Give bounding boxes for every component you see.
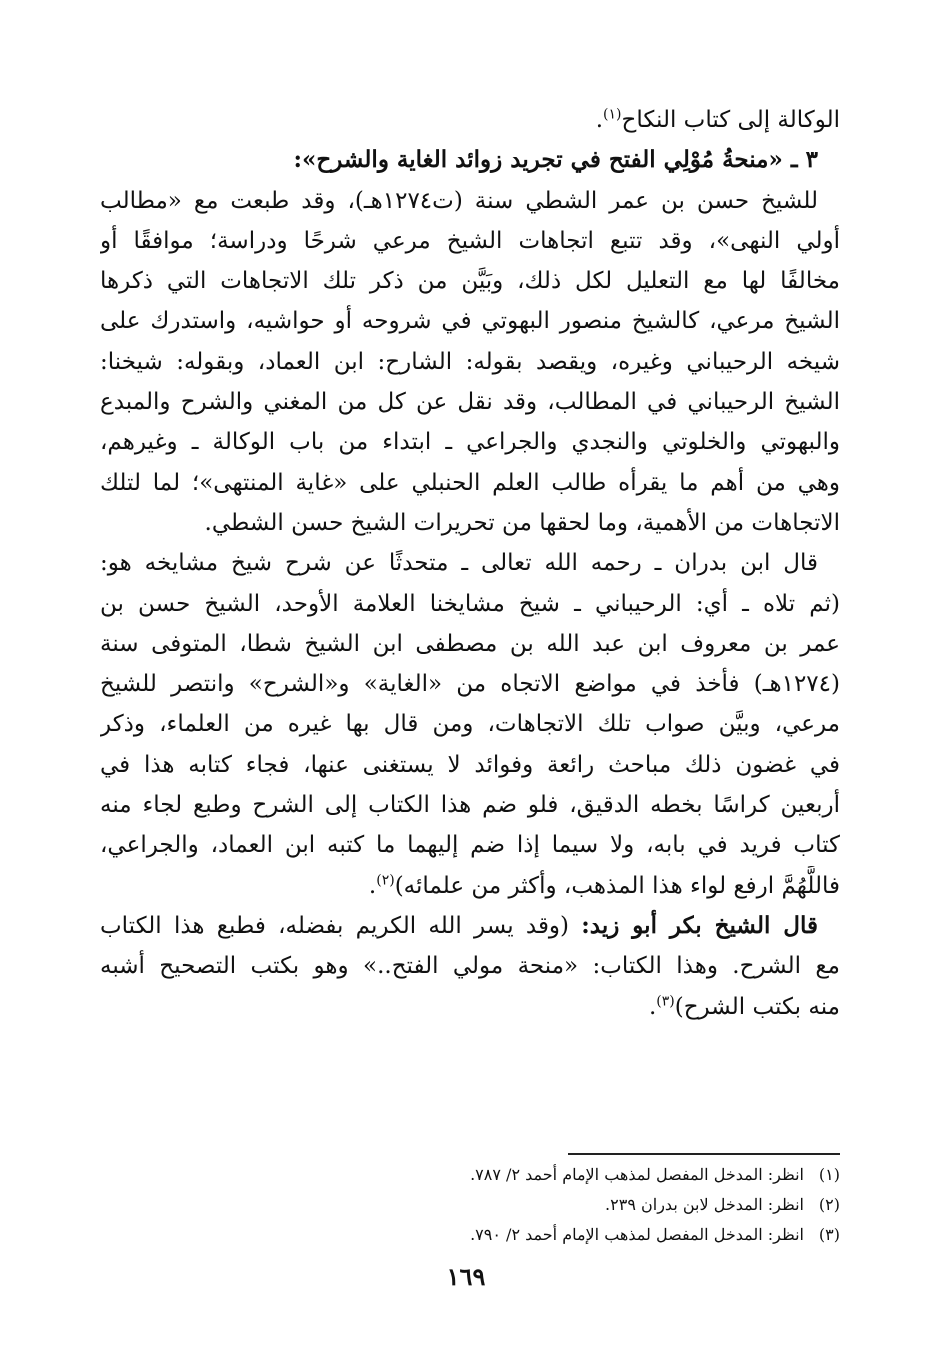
text-line: أولي النهى»، وقد تتبع اتجاهات الشيخ مرعي شرحًا ودراسة؛ موافقًا أو [100,227,840,254]
main-text [100,100,840,1027]
text-line: منه بكتب الشرح)$^{(٣)}$. [648,992,840,1020]
speaker-label: قال الشيخ بكر أبو زيد: [581,911,818,939]
footnote-ref: (٣) [656,992,675,1009]
footnote-divider [568,1153,840,1155]
footnote [300,1160,840,1190]
text-line: مخالفًا لها مع التعليل لكل ذلك، وبَيَّن من ذكر تلك الاتجاهات التي ذكرها [100,268,840,295]
text-line: وهي من أهم ما يقرأه طالب العلم الحنبلي على «غاية المنتهى»؛ لما لتلك [100,469,840,496]
text-line: للشيخ حسن بن عمر الشطي سنة (ت١٢٧٤هـ)، وقد طبعت مع «مطالب [100,187,819,214]
text-line: مرعي، وبيَّن صواب تلك الاتجاهات، ومن قال بها غيره من العلماء، وذكر [100,711,840,738]
page-number: ١٦٩ [446,1262,486,1291]
text-line: عمر بن معروف ابن عبد الله بن مصطفى ابن الشيخ شطا، المتوفى سنة [100,630,840,657]
text-line: كتاب فريد في بابه، ولا سيما إذا ضم إليهما ما كتبه ابن العماد، والجراعي، [100,832,840,859]
text-line-content: فاللَّهُمَّ ارفع لواء هذا المذهب، وأكثر من علمائه) [394,872,840,899]
footnotes [300,1160,840,1250]
text-line: والبهوتي والخلوتي والنجدي والجراعي ـ ابتداء من باب الوكالة ـ وغيرهم، [100,429,840,456]
text-line-content: الوكالة إلى كتاب النكاح [621,107,840,133]
text-line [100,906,840,946]
text-line-content: منه بكتب الشرح) [674,993,840,1020]
footnote [300,1190,840,1220]
text-line: قال ابن بدران ـ رحمه الله تعالى ـ متحدثًا عن شرح شيخ مشايخه هو: [100,550,818,577]
footnote-number: (٢) [818,1195,840,1214]
footnote-ref: (٢) [376,871,395,888]
text-line: الوكالة إلى كتاب النكاح$^{(١)}$. [595,106,840,133]
section-heading: ٣ ـ «منحةُ مُوْلِي الفتح في تجريد زوائد الغاية والشرح»: [293,146,818,174]
footnote-ref: (١) [603,106,622,123]
text-line: الشيخ مرعي، كالشيخ منصور البهوتي في شروحه أو حواشيه، واستدرك على [100,308,840,335]
text-line: أربعين كراسًا بخطه الدقيق، فلو ضم هذا الكتاب إلى الشرح وطبع لجاء منه [100,792,840,819]
text-line: الشيخ الرحيباني في المطالب، وقد نقل عن كل من المغني والشرح والمبدع [100,389,840,416]
footnote-text: انظر: المدخل لابن بدران ٢٣٩. [605,1195,804,1214]
text-line: فاللَّهُمَّ ارفع لواء هذا المذهب، وأكثر من علمائه)$^{(٢)}$. [368,871,840,899]
text-line: (١٢٧٤هـ) فأخذ في مواضع الاتجاه من «الغاية» و«الشرح» وانتصر للشيخ [100,671,840,698]
text-line: مع الشرح. وهذا الكتاب: «منحة مولي الفتح..» وهو بكتب التصحيح أشبه [100,953,840,980]
footnote [300,1220,840,1250]
footnote-number: (٣) [818,1225,840,1244]
text-line: في غضون ذلك مباحث رائعة وفوائد لا يستغنى عنها، فجاء كتابه هذا في [100,751,840,778]
footnote-text: انظر: المدخل المفصل لمذهب الإمام أحمد ٢/ ٧٩٠. [470,1225,804,1244]
text-line: (ثم تلاه ـ أي: الرحيباني ـ شيخ مشايخنا العلامة الأوحد، الشيخ حسن بن [100,590,840,617]
footnote-number: (١) [818,1165,840,1184]
text-line-content: (وقد يسر الله الكريم بفضله، فطبع هذا الكتاب [100,912,582,939]
footnote-text: انظر: المدخل المفصل لمذهب الإمام أحمد ٢/ ٧٨٧. [470,1165,804,1184]
text-line: الاتجاهات من الأهمية، وما لحقها من تحريرات الشيخ حسن الشطي. [204,509,840,536]
text-line: شيخه الرحيباني وغيره، ويقصد بقوله: الشارح: ابن العماد، وبقوله: شيخنا: [100,348,840,375]
